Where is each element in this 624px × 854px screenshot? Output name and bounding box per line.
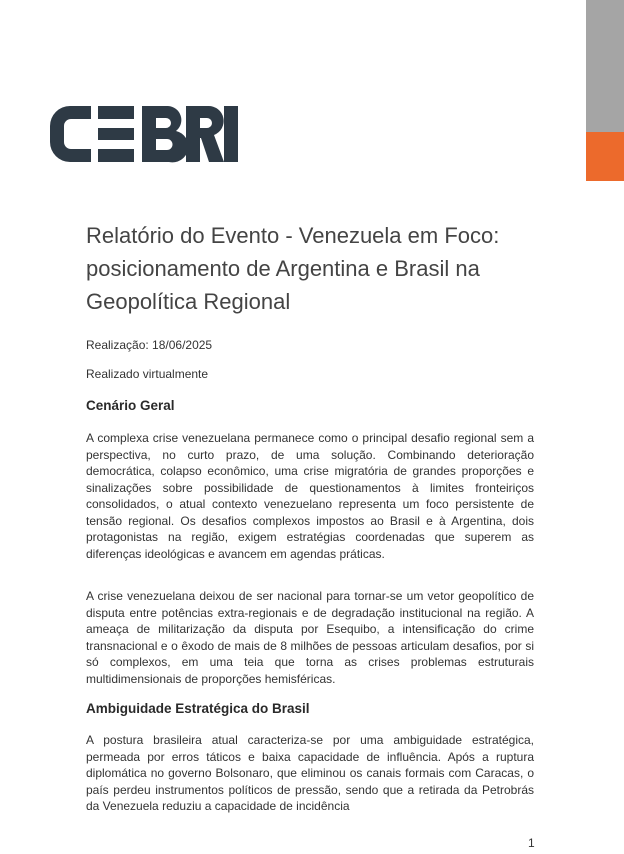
side-accent-gray-bar: [586, 0, 624, 132]
paragraph: A postura brasileira atual caracteriza-se por uma ambiguidade estratégica, permeada por erros táticos e baixa capacidade de influência. Após a ruptura diplomática no governo Bolsonaro, que eliminou os canais formais com Caracas, o país perdeu instrumentos políticos de pressão, sendo que a retirada da Petrobrás da Venezuela reduziu a capacidade de incidência: [86, 733, 534, 813]
cebri-logo: [46, 102, 238, 166]
report-title: Relatório do Evento - Venezuela em Foco: posicionamento de Argentina e Brasil na Geopolítica Regional: [86, 223, 500, 314]
paragraph: A crise venezuelana deixou de ser nacional para tornar-se um vetor geopolítico de disputa entre potências extra-regionais e de degradação institucional na região. A ameaça de militarização da disputa por Esequibo, a intensificação do crime transnacional e o êxodo de mais de 8 milhões de pessoas articulam desafios, por si só complexos, em uma teia que torna as crises problemas estruturais multidimensionais de proporções hemisféricas.: [86, 589, 534, 686]
page-number: 1: [528, 836, 535, 850]
section-heading-cenario-geral: Cenário Geral: [86, 398, 175, 413]
side-accent-orange-bar: [586, 132, 624, 181]
paragraph: A complexa crise venezuelana permanece como o principal desafio regional sem a perspectiva, no curto prazo, de uma solução. Combinando deterioração democrática, colapso econômico, uma crise migratória de grandes proporções e sinalizações sobre possibilidade de questionamentos à limites fronteiriços consolidados, o atual contexto venezuelano representa um foco persistente de tensão regional. Os desafios complexos impostos ao Brasil e à Argentina, dois protagonistas na região, exigem estratégias coordenadas que superem as diferenças ideológicas e avancem em agendas práticas.: [86, 431, 534, 561]
event-date: Realização: 18/06/2025: [86, 338, 213, 352]
section-heading-ambiguidade-estrategica: Ambiguidade Estratégica do Brasil: [86, 701, 310, 716]
event-format: Realizado virtualmente: [86, 367, 209, 381]
